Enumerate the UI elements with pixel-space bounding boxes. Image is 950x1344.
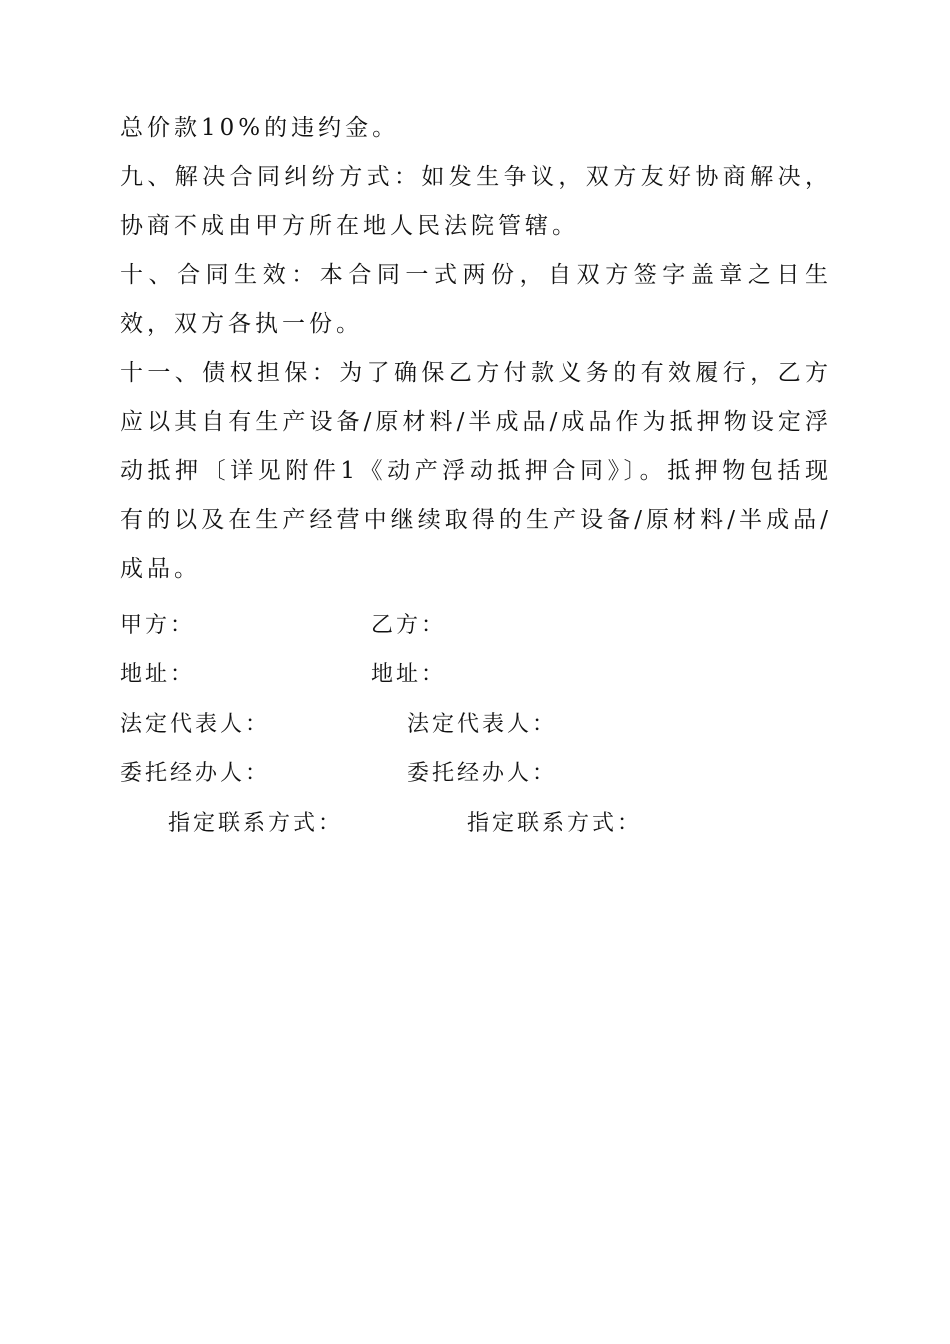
party-b-address-label: 地址：: [371, 662, 447, 687]
party-a-name-label: 甲方：: [120, 613, 196, 638]
contract-body: [120, 104, 832, 594]
party-b-agent-label: 委托经办人：: [407, 761, 558, 786]
party-a-contact-label: 指定联系方式：: [168, 811, 344, 836]
paragraph-dispute-resolution: 九、解决合同纠纷方式：如发生争议，双方友好协商解决，协商不成由甲方所在地人民法院管辖。: [120, 164, 832, 239]
party-a-agent-label: 委托经办人：: [120, 761, 271, 786]
party-b-legal-rep-label: 法定代表人：: [407, 712, 558, 737]
party-a-address-label: 地址：: [120, 662, 196, 687]
party-b-contact-label: 指定联系方式：: [467, 811, 643, 836]
party-b-name-label: 乙方：: [371, 613, 447, 638]
paragraph-contract-effect: 十、合同生效：本合同一式两份，自双方签字盖章之日生效，双方各执一份。: [120, 262, 832, 337]
paragraph-debt-guarantee: 十一、债权担保：为了确保乙方付款义务的有效履行，乙方应以其自有生产设备/原材料/半成品/成品作为抵押物设定浮动抵押〔详见附件1《动产浮动抵押合同》〕。抵押物包括现有的以及在生产经营中继续取得的生产设备/原材料/半成品/成品。: [120, 360, 832, 582]
party-a-legal-rep-label: 法定代表人：: [120, 712, 271, 737]
paragraph-penalty-continuation: 总价款10%的违约金。: [120, 115, 400, 141]
